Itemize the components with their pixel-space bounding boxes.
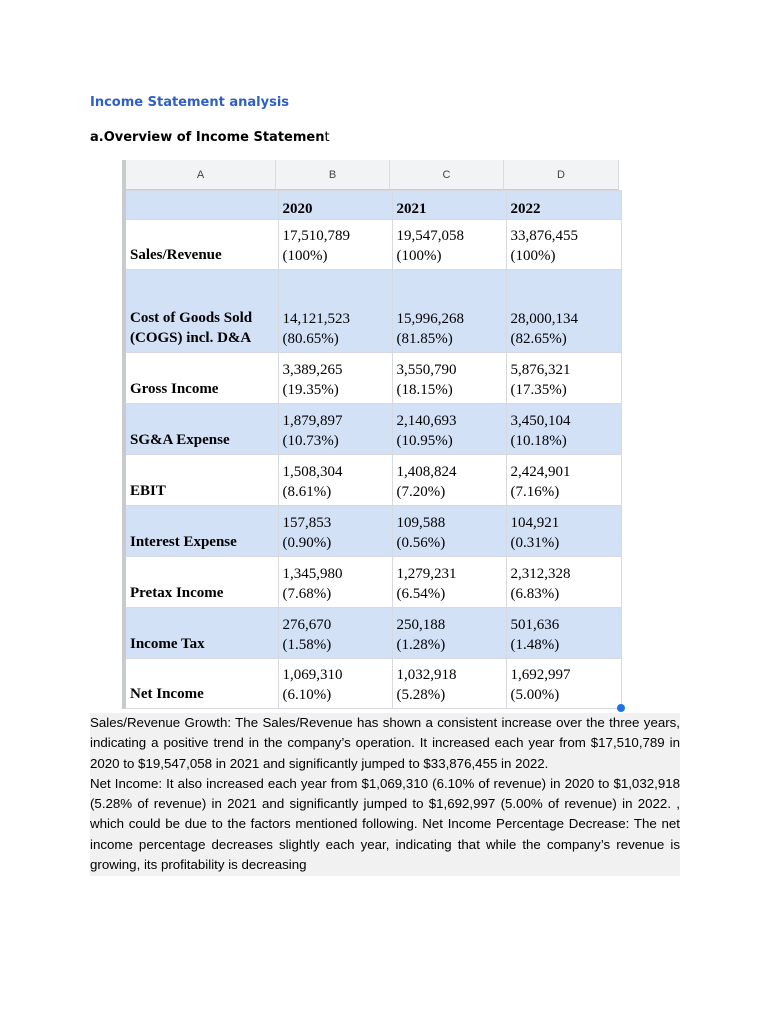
table-row [124,220,621,270]
paragraph-revenue-growth: Sales/Revenue Growth: The Sales/Revenue has shown a consistent increase over the three years, indicating a positive trend in the company’s operation. It increased each year from $17,510,789 in 2020 to $19,547,058 in 2021 and significantly jumped to $33,876,455 in 2022. [90,715,680,771]
table-row [124,455,621,506]
value-cell[interactable]: 3,450,104 (10.18%) [506,404,621,455]
section-subtitle [90,130,330,145]
value-cell[interactable]: 3,389,265 (19.35%) [278,353,392,404]
value-cell[interactable]: 33,876,455 (100%) [506,220,621,270]
row-label[interactable]: Interest Expense [124,506,278,557]
column-header-c[interactable]: C [390,160,504,190]
value-cell[interactable]: 501,636 (1.48%) [506,608,621,659]
analysis-text [90,713,680,876]
year-cell-2020[interactable]: 2020 [278,191,392,220]
value-cell[interactable]: 109,588 (0.56%) [392,506,506,557]
value-cell[interactable]: 1,032,918 (5.28%) [392,659,506,709]
value-cell[interactable]: 1,692,997 (5.00%) [506,659,621,709]
row-label[interactable]: Cost of Goods Sold (COGS) incl. D&A [124,270,278,353]
value-cell[interactable]: 28,000,134 (82.65%) [506,270,621,353]
value-cell[interactable]: 1,069,310 (6.10%) [278,659,392,709]
value-cell[interactable]: 1,408,824 (7.20%) [392,455,506,506]
value-cell[interactable]: 2,140,693 (10.95%) [392,404,506,455]
value-cell[interactable]: 3,550,790 (18.15%) [392,353,506,404]
subtitle-tail: t [324,130,330,145]
value-cell[interactable]: 276,670 (1.58%) [278,608,392,659]
table-row [124,659,621,709]
subtitle-main: a.Overview of Income Statemen [90,130,325,145]
empty-header-cell[interactable] [124,191,278,220]
row-label[interactable]: Net Income [124,659,278,709]
row-label[interactable]: Income Tax [124,608,278,659]
column-header-b[interactable]: B [276,160,390,190]
column-header-bar [122,160,619,190]
column-header-a[interactable]: A [122,160,276,190]
row-label[interactable]: EBIT [124,455,278,506]
selection-fill-handle[interactable] [617,704,625,712]
row-label[interactable]: Pretax Income [124,557,278,608]
year-header-row [124,191,621,220]
value-cell[interactable]: 2,424,901 (7.16%) [506,455,621,506]
value-cell[interactable]: 104,921 (0.31%) [506,506,621,557]
value-cell[interactable]: 1,879,897 (10.73%) [278,404,392,455]
row-label[interactable]: Gross Income [124,353,278,404]
value-cell[interactable]: 15,996,268 (81.85%) [392,270,506,353]
value-cell[interactable]: 2,312,328 (6.83%) [506,557,621,608]
table-row [124,353,621,404]
value-cell[interactable]: 17,510,789 (100%) [278,220,392,270]
table-row [124,506,621,557]
row-label[interactable]: Sales/Revenue [124,220,278,270]
value-cell[interactable]: 1,508,304 (8.61%) [278,455,392,506]
document-title: Income Statement analysis [90,95,290,110]
year-cell-2021[interactable]: 2021 [392,191,506,220]
table-row [124,404,621,455]
row-label[interactable]: SG&A Expense [124,404,278,455]
value-cell[interactable]: 250,188 (1.28%) [392,608,506,659]
value-cell[interactable]: 5,876,321 (17.35%) [506,353,621,404]
value-cell[interactable]: 14,121,523 (80.65%) [278,270,392,353]
value-cell[interactable]: 1,279,231 (6.54%) [392,557,506,608]
column-header-d[interactable]: D [504,160,619,190]
table-row [124,270,621,353]
value-cell[interactable]: 1,345,980 (7.68%) [278,557,392,608]
table-row [124,557,621,608]
spreadsheet[interactable] [122,160,619,709]
year-cell-2022[interactable]: 2022 [506,191,621,220]
value-cell[interactable]: 19,547,058 (100%) [392,220,506,270]
table-row [124,608,621,659]
value-cell[interactable]: 157,853 (0.90%) [278,506,392,557]
income-statement-table [122,190,622,709]
paragraph-net-income: Net Income: It also increased each year from $1,069,310 (6.10% of revenue) in 2020 to $1,032,918 (5.28% of revenue) in 2021 and significantly jumped to $1,692,997 (5.00% of revenue) in 2022. , which could be due to the factors mentioned following. Net Income Percentage Decrease: The net income percentage decreases slightly each year, indicating that while the company’s revenue is growing, its profitability is decreasing [90,775,680,873]
